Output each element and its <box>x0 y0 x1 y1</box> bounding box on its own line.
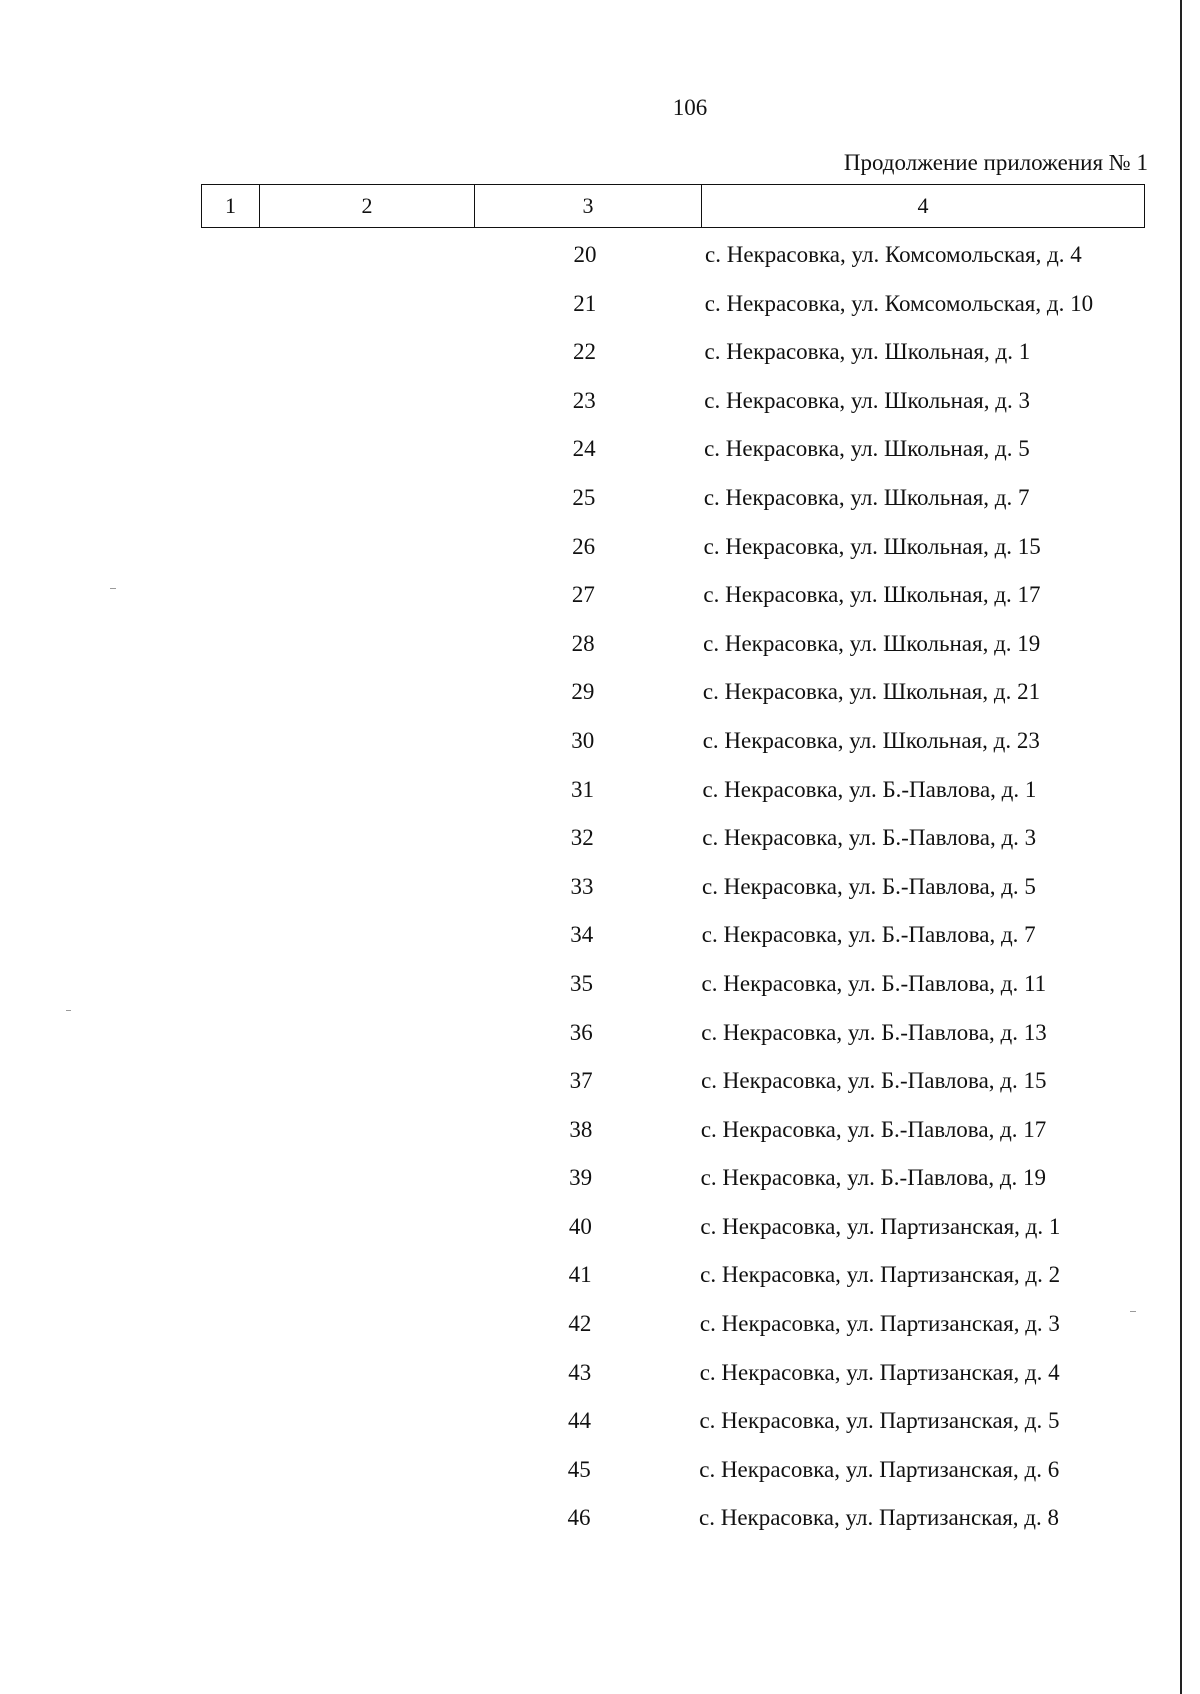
row-address: с. Некрасовка, ул. Школьная, д. 5 <box>704 436 1030 462</box>
row-address: с. Некрасовка, ул. Б.-Павлова, д. 19 <box>700 1165 1047 1191</box>
appendix-continuation-note: Продолжение приложения № 1 <box>843 150 1148 175</box>
row-number: 31 <box>570 776 594 802</box>
table-row <box>0 1062 1200 1111</box>
table-row <box>0 1402 1200 1451</box>
table-header-cell-4: 4 <box>917 193 929 218</box>
table-row <box>0 382 1200 431</box>
scan-speck <box>66 1010 71 1011</box>
row-number: 22 <box>573 339 597 365</box>
row-number: 30 <box>571 727 595 753</box>
table-row <box>0 1256 1200 1305</box>
row-address: с. Некрасовка, ул. Школьная, д. 23 <box>702 727 1040 753</box>
row-address: с. Некрасовка, ул. Школьная, д. 15 <box>703 533 1041 559</box>
row-address: с. Некрасовка, ул. Б.-Павлова, д. 1 <box>702 776 1037 802</box>
row-number: 27 <box>571 582 595 608</box>
row-number: 26 <box>572 533 596 559</box>
scan-speck <box>110 588 116 589</box>
row-address: с. Некрасовка, ул. Партизанская, д. 5 <box>699 1408 1060 1434</box>
row-number: 45 <box>567 1456 591 1482</box>
table-row <box>0 771 1200 820</box>
table-row <box>0 528 1200 577</box>
table-row <box>0 1111 1200 1160</box>
table-row <box>0 1159 1200 1208</box>
table-row <box>0 1208 1200 1257</box>
row-number: 20 <box>573 242 597 267</box>
table-row <box>0 285 1200 334</box>
row-address: с. Некрасовка, ул. Школьная, д. 7 <box>703 484 1030 510</box>
row-number: 36 <box>569 1019 593 1045</box>
table-row <box>0 576 1200 625</box>
table-header-row <box>201 184 1145 228</box>
row-number: 24 <box>572 436 596 462</box>
row-number: 43 <box>568 1359 592 1385</box>
row-address: с. Некрасовка, ул. Б.-Павлова, д. 7 <box>701 922 1036 948</box>
table-row <box>0 965 1200 1014</box>
scan-speck <box>1130 1311 1136 1312</box>
row-number: 41 <box>568 1262 592 1288</box>
row-address: с. Некрасовка, ул. Б.-Павлова, д. 3 <box>702 825 1037 851</box>
row-address: с. Некрасовка, ул. Партизанская, д. 1 <box>700 1213 1061 1239</box>
table-row <box>0 333 1200 382</box>
row-number: 38 <box>569 1116 593 1142</box>
row-number: 44 <box>567 1408 591 1434</box>
page-number: 106 <box>672 95 708 120</box>
row-number: 21 <box>573 290 597 316</box>
row-address: с. Некрасовка, ул. Партизанская, д. 6 <box>699 1456 1060 1482</box>
row-address: с. Некрасовка, ул. Б.-Павлова, д. 5 <box>702 873 1036 899</box>
table-header-cell-3: 3 <box>475 185 702 227</box>
row-address: с. Некрасовка, ул. Б.-Павлова, д. 13 <box>701 1019 1047 1045</box>
table-row <box>0 673 1200 722</box>
row-number: 23 <box>572 387 596 413</box>
table-row <box>0 1014 1200 1063</box>
table-row <box>0 479 1200 528</box>
table-row <box>0 430 1200 479</box>
row-address: с. Некрасовка, ул. Комсомольская, д. 10 <box>704 290 1094 316</box>
row-address: с. Некрасовка, ул. Партизанская, д. 8 <box>699 1505 1059 1531</box>
row-address: с. Некрасовка, ул. Партизанская, д. 3 <box>699 1311 1060 1337</box>
row-number: 35 <box>570 970 594 996</box>
row-number: 28 <box>571 630 595 656</box>
row-address: с. Некрасовка, ул. Школьная, д. 3 <box>704 387 1030 413</box>
scan-edge-line <box>1180 0 1182 1694</box>
row-number: 33 <box>570 873 594 899</box>
row-number: 25 <box>572 484 596 510</box>
row-address: с. Некрасовка, ул. Б.-Павлова, д. 17 <box>700 1116 1047 1142</box>
table-row <box>0 625 1200 674</box>
row-address: с. Некрасовка, ул. Школьная, д. 19 <box>703 630 1041 656</box>
table-row <box>0 819 1200 868</box>
table-row <box>0 1451 1200 1500</box>
row-number: 32 <box>570 825 594 851</box>
row-number: 29 <box>571 679 595 705</box>
row-number: 37 <box>569 1068 593 1094</box>
table-row <box>0 722 1200 771</box>
row-address: с. Некрасовка, ул. Комсомольская, д. 4 <box>705 242 1082 267</box>
row-number: 42 <box>568 1311 592 1337</box>
row-number: 34 <box>570 922 594 948</box>
row-number: 39 <box>569 1165 593 1191</box>
row-address: с. Некрасовка, ул. Б.-Павлова, д. 15 <box>701 1068 1047 1094</box>
row-address: с. Некрасовка, ул. Школьная, д. 17 <box>703 582 1041 608</box>
table-row <box>0 868 1200 917</box>
row-number: 40 <box>568 1213 592 1239</box>
table-row <box>0 916 1200 965</box>
row-address: с. Некрасовка, ул. Партизанская, д. 2 <box>700 1262 1061 1288</box>
row-address: с. Некрасовка, ул. Школьная, д. 1 <box>704 339 1031 365</box>
table-row <box>0 1305 1200 1354</box>
row-number: 46 <box>567 1505 591 1531</box>
row-address: с. Некрасовка, ул. Школьная, д. 21 <box>702 679 1041 705</box>
table-row <box>0 1354 1200 1403</box>
row-address: с. Некрасовка, ул. Б.-Павлова, д. 11 <box>701 970 1047 996</box>
table-body <box>0 236 1200 1548</box>
table-header-cell-1: 1 <box>202 185 260 227</box>
table-row <box>0 236 1200 285</box>
row-address: с. Некрасовка, ул. Партизанская, д. 4 <box>699 1359 1060 1385</box>
table-row <box>0 1499 1200 1548</box>
table-header-cell-2: 2 <box>260 185 475 227</box>
